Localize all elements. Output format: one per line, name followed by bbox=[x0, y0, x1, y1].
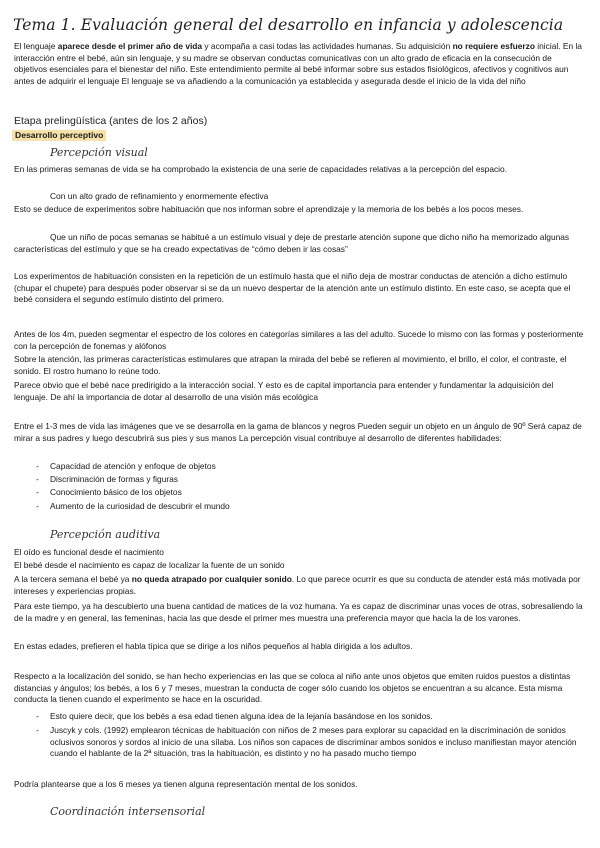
coordination-heading: Coordinación intersensorial bbox=[50, 805, 206, 818]
intro-text-3: inicial. En la interacción entre el bebé, aún sin lenguaje, y su madre se observan conductas comunicativas con un alto grado de eficacia en la consecución de objetivos esenciales para el bienestar del niño. Este entendimiento permite al bebé informar sobre sus estados fisiológicos, afectivos y cognitivos aun antes de adquirir el lenguaje El lenguaje se va añadiendo a la comunicación ya establecida y asegurada desde el inicio de la vida del niño bbox=[14, 41, 582, 86]
intro-bold-2: no requiere esfuerzo bbox=[452, 41, 535, 51]
perceptual-heading: Desarrollo perceptivo bbox=[12, 130, 106, 141]
auditory-line-1: El oído es funcional desde el nacimiento bbox=[14, 547, 164, 557]
colors-paragraph: Antes de los 4m, pueden segmentar el espectro de los colores en categorías similares a las del adulto. Sucede lo mismo con las formas y posteriormente con la percepción de fonemas y alófonos bbox=[14, 329, 584, 351]
visual-bullet: Aumento de la curiosidad de descubrir el mundo bbox=[50, 501, 230, 511]
visual-line-3: Esto se deduce de experimentos sobre habituación que nos informan sobre el aprendizaje y la memoria de los bebés a los pocos meses. bbox=[14, 204, 524, 214]
bullet-dash: - bbox=[36, 711, 39, 721]
auditory-heading: Percepción auditiva bbox=[50, 528, 161, 541]
visual-bullet: Capacidad de atención y enfoque de objetos bbox=[50, 461, 216, 471]
auditory-line-5: En estas edades, prefieren el habla típica que se dirige a los niños pequeños al habla dirigida a los adultos. bbox=[14, 641, 413, 651]
visual-bullet: Conocimiento básico de los objetos bbox=[50, 487, 182, 497]
intro-paragraph bbox=[14, 41, 586, 87]
bullet-dash: - bbox=[36, 487, 39, 497]
social-paragraph: Parece obvio que el bebé nace predirigido a la interacción social. Y esto es de capital importancia para entender y fundamentar la adquisición del lenguaje. De ahí la importancia de dotar al desarrollo de una visión más ecológica bbox=[14, 380, 554, 402]
month-paragraph: Entre el 1-3 mes de vida las imágenes que ve se desarrolla en la gama de blancos y negros Pueden seguir un objeto en un ángulo de 90º Será capaz de mirar a sus padres y luego descubrirá sus pies y sus manos La percepción visual contribuye al desarrollo de diferentes habilidades: bbox=[14, 421, 582, 443]
intro-text-1: El lenguaje bbox=[14, 41, 58, 51]
habituation-paragraph: Los experimentos de habituación consisten en la repetición de un estímulo hasta que el niño deja de mostrar conductas de atención a dicho estímulo (chupar el chupete) para después poder observar si se da un nuevo despertar de la atención ante un estímulo distinto. En este caso, se acepta que el bebé considera el segundo estímulo distinto del primero. bbox=[14, 271, 571, 304]
intro-bold-1: aparece desde el primer año de vida bbox=[57, 41, 203, 51]
auditory-bold-3b: no queda atrapado por cualquier sonido bbox=[131, 574, 292, 584]
bullet-dash: - bbox=[36, 725, 39, 735]
localization-paragraph: Respecto a la localización del sonido, se han hecho experiencias en las que se coloca al niño ante unos objetos que emiten ruidos puestos a distintas distancias y ángulos; los bebés, a los 6 y 7 meses, muestran la conducta de coger sólo cuando los objetos se encuentran a su alcance. Esta misma conducta la tienen cuando el experimento se hace en la oscuridad. bbox=[14, 671, 571, 704]
intro-text-2: y acompaña a casi todas las actividades humanas. Su adquisición bbox=[202, 41, 453, 51]
bullet-dash: - bbox=[36, 501, 39, 511]
attention-paragraph: Sobre la atención, las primeras características estimulares que atrapan la mirada del bebé se refieren al movimiento, el brillo, el color, el contraste, el sonido. El rostro humano lo reúne todo. bbox=[14, 354, 567, 376]
bullet-dash: - bbox=[36, 461, 39, 471]
auditory-text-3a: A la tercera semana el bebé ya bbox=[14, 574, 132, 584]
visual-bullet: Discriminación de formas y figuras bbox=[50, 474, 178, 484]
visual-line-2: Con un alto grado de refinamiento y enormemente efectiva bbox=[50, 191, 269, 201]
auditory-text-3c: . Lo que parece ocurrir es que su conducta de atender está más motivada por intereses y experiencias propias. bbox=[14, 574, 581, 596]
auditory-bullet: Esto quiere decir, que los bebés a esa edad tienen alguna idea de la lejanía basándose en los sonidos. bbox=[50, 711, 433, 721]
auditory-line-4: Para este tiempo, ya ha descubierto una buena cantidad de matices de la voz humana. Ya es capaz de discriminar unas voces de otras, sobresaliendo la de la madre y en general, las femeninas, hacia las que desde el primer mes muestra una preferencia mayor que hacia la de los varones. bbox=[14, 601, 583, 623]
auditory-line-2: El bebé desde el nacimiento es capaz de localizar la fuente de un sonido bbox=[14, 560, 285, 570]
visual-heading: Percepción visual bbox=[50, 146, 148, 159]
auditory-bullet: Juscyk y cols. (1992) emplearon técnicas de habituación con niños de 2 meses para explorar su capacidad en la discriminación de sonidos oclusivos sonoros y sordos al inicio de una sílaba. Los niños son capaces de discriminar ambos sonidos e incluso manifiestan mayor atención cuando el hablante de la 2ª situación, tras la habituación, es distinto y no ha pasado mucho tiempo bbox=[50, 725, 577, 758]
visual-line-4: Que un niño de pocas semanas se habitué a un estímulo visual y deje de prestarle atención supone que dicho niño ha memorizado algunas características del estímulo y que se ha creado expectativas de “cómo deben ir las cosas” bbox=[14, 232, 570, 254]
bullet-dash: - bbox=[36, 474, 39, 484]
auditory-line-3 bbox=[14, 574, 586, 597]
visual-line-1: En las primeras semanas de vida se ha comprobado la existencia de una serie de capacidades relativas a la percepción del espacio. bbox=[14, 164, 508, 174]
auditory-closing: Podría plantearse que a los 6 meses ya tienen alguna representación mental de los sonidos. bbox=[14, 779, 358, 789]
document-title: Tema 1. Evaluación general del desarrollo en infancia y adolescencia bbox=[13, 16, 564, 34]
stage-heading: Etapa prelingüística (antes de los 2 años) bbox=[14, 115, 208, 127]
